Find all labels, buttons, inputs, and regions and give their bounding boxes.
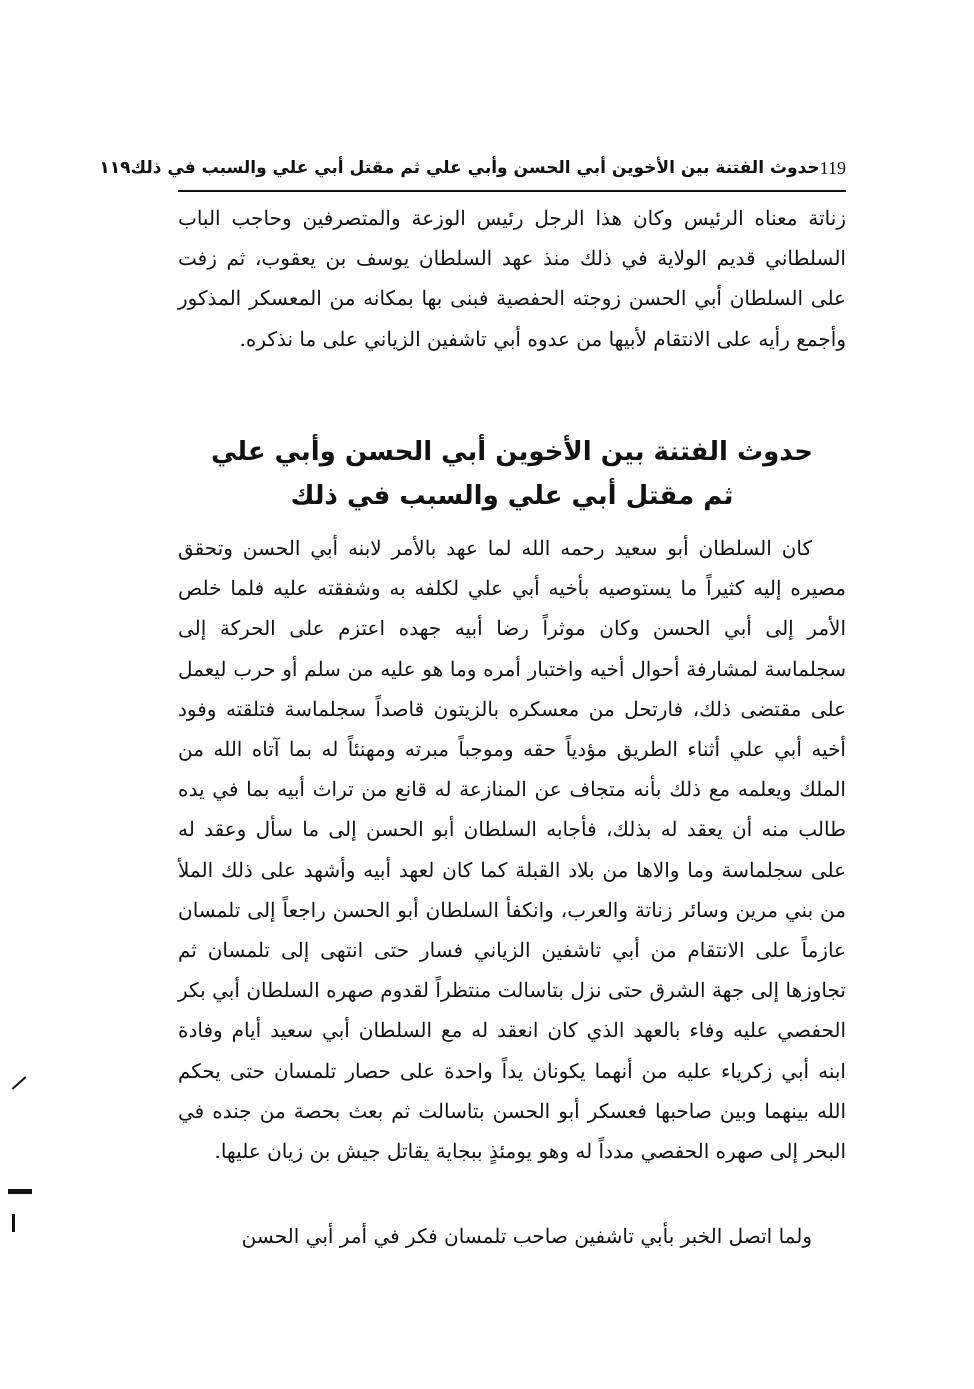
page-number-latin: 119 <box>819 157 846 178</box>
scan-artifact-mark <box>8 1189 32 1194</box>
body-paragraph-continued: زناتة معناه الرئيس وكان هذا الرجل رئيس الوزعة والمتصرفين وحاجب الباب السلطاني قديم الولاية في ذلك منذ عهد السلطان يوسف بن يعقوب، ثم زفت على السلطان أبي الحسن زوجته الحفصية فبنى بها بمكانه من المعسكر المذكور وأجمع رأيه على الانتقام لأبيها من عدوه أبي تاشفين الزياني على ما نذكره. <box>178 206 846 351</box>
section-heading-line-2: ثم مقتل أبي علي والسبب في ذلك <box>290 481 734 511</box>
running-header <box>99 150 846 186</box>
body-paragraph-next: ولما اتصل الخبر بأبي تاشفين صاحب تلمسان فكر في أمر أبي الحسن <box>241 1224 812 1248</box>
header-rule <box>178 190 846 192</box>
section-heading <box>178 430 846 518</box>
scan-artifact-mark <box>12 1214 15 1232</box>
page-number-arabic: ١١٩ <box>99 158 131 178</box>
running-header-title: حدوث الفتنة بين الأخوين أبي الحسن وأبي علي ثم مقتل أبي علي والسبب في ذلك <box>130 158 820 178</box>
section-heading-line-1: حدوث الفتنة بين الأخوين أبي الحسن وأبي علي <box>210 437 814 467</box>
scan-artifact-mark <box>12 1076 27 1090</box>
body-paragraph-main: كان السلطان أبو سعيد رحمه الله لما عهد بالأمر لابنه أبي الحسن وتحقق مصيره إليه كثيراً ما يستوصيه بأخيه أبي علي لكلفه به وشفقته عليه فلما خلص الأمر إلى أبي الحسن وكان موثراً رضا أبيه جهده اعتزم على الحركة إلى سجلماسة لمشارفة أحوال أخيه واختبار أمره وما هو عليه من سلم أو حرب ليعمل على مقتضى ذلك، فارتحل من معسكره بالزيتون قاصداً سجلماسة فتلقته وفود أخيه أبي علي أثناء الطريق مؤدياً حقه وموجباً مبرته ومهنئاً له بما آتاه الله من الملك ويعلمه مع ذلك بأنه متجاف عن المنازعة له قانع من تراث أبيه بما في يده طالب منه أن يعقد له بذلك، فأجابه السلطان أبو الحسن إلى ما سأل وعقد له على سجلماسة وما والاها من بلاد القبلة كما كان لعهد أبيه وأشهد على ذلك الملأ من بني مرين وسائر زناتة والعرب، وانكفأ السلطان أبو الحسن راجعاً إلى تلمسان عازماً على الانتقام من أبي تاشفين الزياني فسار حتى انتهى إلى تلمسان ثم تجاوزها إلى جهة الشرق حتى نزل بتاسالت منتظراً لقدوم صهره السلطان أبي بكر الحفصي عليه وفاء بالعهد الذي كان انعقد له مع السلطان أبي سعيد أيام وفادة ابنه أبي زكرياء عليه من أنهما يكونان يداً واحدة على حصار تلمسان حتى يحكم الله بينهما وبين صاحبها فعسكر أبو الحسن بتاسالت ثم بعث بحصة من جنده في البحر إلى صهره الحفصي مدداً له وهو يومئذٍ ببجاية يقاتل جيش بن زيان عليها. <box>178 536 846 1164</box>
